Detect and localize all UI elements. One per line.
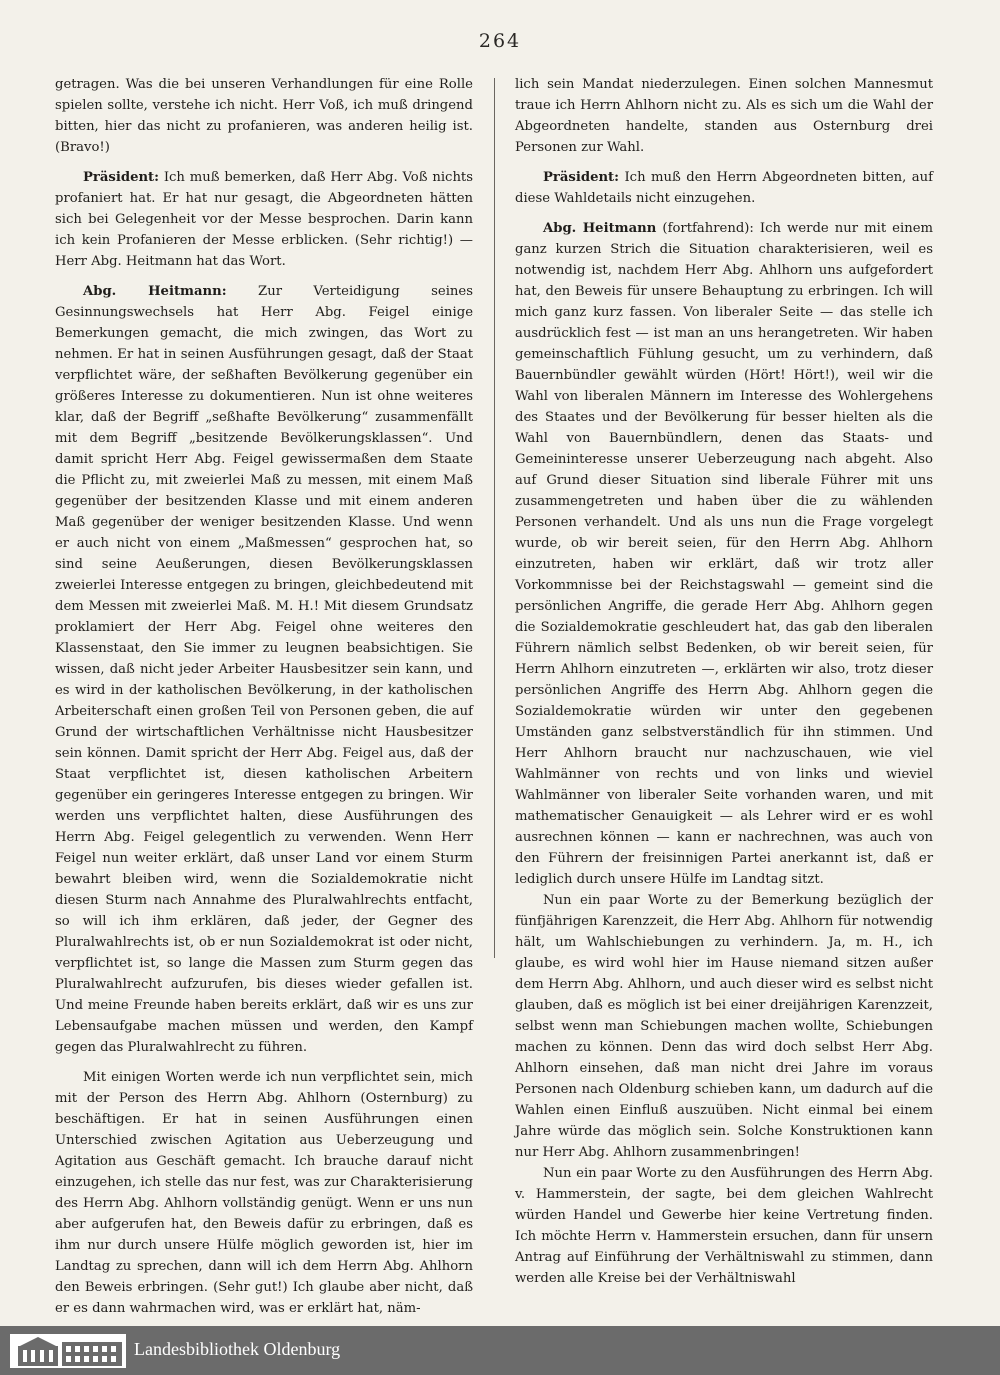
paragraph-text: Mit einigen Worten werde ich nun verpflichtet sein, mich mit der Person des Herrn Abg. Ahlhorn (Osternburg) zu beschäftigen. Er hat in seinen Ausführungen einen Unterschied zwischen Agitation aus Ueberzeugung und Agitation aus Geschäft gemacht. Ich brauche darauf nicht einzugehen, ich stelle das nur fest, was zur Charakterisierung des Herrn Abg. Ahlhorn vollständig genügt. Wenn er uns nun aber aufgerufen hat, den Beweis dafür zu erbringen, daß es ihm nur durch unsere Hülfe möglich geworden ist, hier im Landtag zu sprechen, dann will ich dem Herrn Abg. Ahlhorn den Beweis erbringen. (Sehr gut!) Ich glaube aber nicht, daß er es dann wahrmachen wird, was er erklärt hat, näm- <box>55 1070 473 1316</box>
paragraph <box>55 167 473 272</box>
paragraph-text: lich sein Mandat niederzulegen. Einen solchen Mannesmut traue ich Herrn Ahlhorn nicht zu. Als es sich um die Wahl der Abgeordneten handelte, standen aus Osternburg drei Personen zur Wahl. <box>515 77 933 155</box>
paragraph-text: Ich muß bemerken, daß Herr Abg. Voß nichts profaniert hat. Er hat nur gesagt, die Abgeordneten hätten sich bei Gelegenheit vor der Messe besprochen. Darin kann ich kein Profanieren der Messe erblicken. (Sehr richtig!) — Herr Abg. Heitmann hat das Wort. <box>55 170 474 269</box>
paragraph <box>515 74 933 158</box>
paragraph <box>55 281 473 1058</box>
paragraph-text: (fortfahrend): Ich werde nur mit einem ganz kurzen Strich die Situation charakterisieren, weil es notwendig ist, nachdem Herr Abg. Ahlhorn uns aufgefordert hat, den Beweis für unsere Behauptung zu erbringen. Ich will mich ganz kurz fassen. Von liberaler Seite — das stelle ich ausdrücklich fest — ist man an uns herangetreten. Wir haben gemeinschaftlich Fühlung gesucht, um zu verhindern, daß Bauernbündler gewählt würden (Hört! Hört!), weil wir die Wahl von liberalen Männern im Interesse des Wohlergehens des Staates und der Bevölkerung für besser hielten als die Wahl von Bauernbündlern, denen das Staats- und Gemeininteresse unserer Ueberzeugung nach abgeht. Also auf Grund dieser Situation sind liberale Führer mit uns zusammengetreten und haben über die zu wählenden Personen verhandelt. Und als uns nun die Frage vorgelegt wurde, ob wir bereit seien, für den Herrn Abg. Ahlhorn einzutreten, haben wir erklärt, daß wir trotz aller Vorkommnisse bei der Reichstagswahl — gemeint sind die persönlichen Angriffe, die gerade Herr Abg. Ahlhorn gegen die Sozialdemokratie geschleudert hat, das gab den liberalen Führern nämlich selbst Bedenken, ob wir bereit seien, für Herrn Ahlhorn einzutreten —, erklärten wir also, trotz dieser persönlichen Angriffe des Herrn Abg. Ahlhorn gegen die Sozialdemokratie würden wir unter den gegebenen Umständen ganz selbstverständlich für ihn stimmen. Und Herr Ahlhorn braucht nur nachzuschauen, wie viel Wahlmänner von rechts und von links und wieviel Wahlmänner von liberaler Seite vorhanden waren, und mit mathematischer Genauigkeit — als Lehrer wird er es wohl ausrechnen können — kann er nachrechnen, was auch von den Führern der freisinnigen Partei anerkannt ist, daß er lediglich durch unsere Hülfe im Landtag sitzt. <box>515 221 934 887</box>
paragraph-text: getragen. Was die bei unseren Verhandlungen für eine Rolle spielen sollte, verstehe ich nicht. Herr Voß, ich muß dringend bitten, hier das nicht zu profanieren, was anderen heilig ist. (Bravo!) <box>55 77 473 155</box>
paragraph <box>515 1163 933 1289</box>
speaker-label: Abg. Heitmann: <box>83 284 227 299</box>
paragraph <box>515 890 933 1163</box>
page-number: 264 <box>478 30 522 52</box>
speaker-label: Präsident: <box>83 170 160 185</box>
paragraph <box>55 74 473 158</box>
right-column <box>515 74 933 1289</box>
paragraph <box>55 1067 473 1319</box>
paragraph <box>515 218 933 890</box>
footer-library-name: Landesbibliothek Oldenburg <box>134 1339 341 1359</box>
column-divider <box>494 78 495 958</box>
library-building-icon <box>8 1332 128 1370</box>
footer-bar <box>0 1326 1000 1375</box>
speaker-label: Abg. Heitmann <box>543 221 657 236</box>
paragraph-text: Nun ein paar Worte zu den Ausführungen des Herrn Abg. v. Hammerstein, der sagte, bei dem gleichen Wahlrecht würden Handel und Gewerbe hier keine Vertretung finden. Ich möchte Herrn v. Hammerstein ersuchen, dann für unsern Antrag auf Einführung der Verhältniswahl zu stimmen, dann werden alle Kreise bei der Verhältniswahl <box>515 1166 933 1286</box>
left-column <box>55 74 473 1319</box>
paragraph-text: Ich muß den Herrn Abgeordneten bitten, auf diese Wahldetails nicht einzugehen. <box>515 170 933 206</box>
speaker-label: Präsident: <box>543 170 620 185</box>
paragraph-text: Nun ein paar Worte zu der Bemerkung bezüglich der fünfjährigen Karenzzeit, die Herr Abg. Ahlhorn für notwendig hält, um Wahlschiebungen zu verhindern. Ja, m. H., ich glaube, es wird wohl hier im Hause niemand sitzen außer dem Herrn Abg. Ahlhorn, und auch dieser wird es selbst nicht glauben, daß es möglich ist bei einer dreijährigen Karenzzeit, selbst wenn man Schiebungen machen wollte, Schiebungen machen zu können. Denn das wird doch selbst Herr Abg. Ahlhorn einsehen, daß man nicht drei Jahre im voraus Personen nach Oldenburg schieben kann, um dadurch auf die Wahlen einen Einfluß auszuüben. Nicht einmal bei einem Jahre würde das möglich sein. Solche Konstruktionen kann nur Herr Abg. Ahlhorn zusammenbringen! <box>515 893 933 1160</box>
paragraph <box>515 167 933 209</box>
paragraph-text: Zur Verteidigung seines Gesinnungswechsels hat Herr Abg. Feigel einige Bemerkungen gemacht, die mich zwingen, das Wort zu nehmen. Er hat in seinen Ausführungen gesagt, daß der Staat verpflichtet wäre, der seßhaften Bevölkerung gegenüber ein größeres Interesse zu dokumentieren. Nun ist ohne weiteres klar, daß der Begriff „seßhafte Bevölkerung“ zusammenfällt mit dem Begriff „besitzende Bevölkerungsklassen“. Und damit spricht Herr Abg. Feigel gewissermaßen dem Staate die Pflicht zu, mit zweierlei Maß zu messen, mit einem Maß gegenüber der besitzenden Klasse und mit einem anderen Maß gegenüber der weniger besitzenden Klasse. Und wenn er auch nicht von einem „Maßmessen“ gesprochen hat, so sind seine Aeußerungen, diesen Bevölkerungsklassen zweierlei Interesse entgegen zu bringen, gleichbedeutend mit dem Messen mit zweierlei Maß. M. H.! Mit diesem Grundsatz proklamiert der Herr Abg. Feigel ohne weiteres den Klassenstaat, den Sie immer zu leugnen beabsichtigen. Sie wissen, daß nicht jeder Arbeiter Hausbesitzer sein kann, und es wird in der katholischen Bevölkerung, in der katholischen Arbeiterschaft einen großen Teil von Personen geben, die auf Grund der wirtschaftlichen Verhältnisse nicht Hausbesitzer sein können. Damit spricht der Herr Abg. Feigel aus, daß der Staat verpflichtet ist, diesen katholischen Arbeitern gegenüber ein geringeres Interesse entgegen zu bringen. Wir werden uns verpflichtet halten, diese Ausführungen des Herrn Abg. Feigel gelegentlich zu verwenden. Wenn Herr Feigel nun weiter erklärt, daß unser Land vor einem Sturm bewahrt bleiben wird, wenn die Sozialdemokratie nicht diesen Sturm nach Annahme des Pluralwahlrechts entfacht, so will ich ihm erklären, daß jeder, der Gegner des Pluralwahlrechts ist, ob er nun Sozialdemokrat ist oder nicht, verpflichtet ist, so lange die Massen zum Sturm gegen das Pluralwahlrecht aufzurufen, bis dieses wieder gefallen ist. Und meine Freunde haben bereits erklärt, daß wir es uns zur Lebensaufgabe machen müssen und werden, den Kampf gegen das Pluralwahlrecht zu führen. <box>55 284 473 1055</box>
